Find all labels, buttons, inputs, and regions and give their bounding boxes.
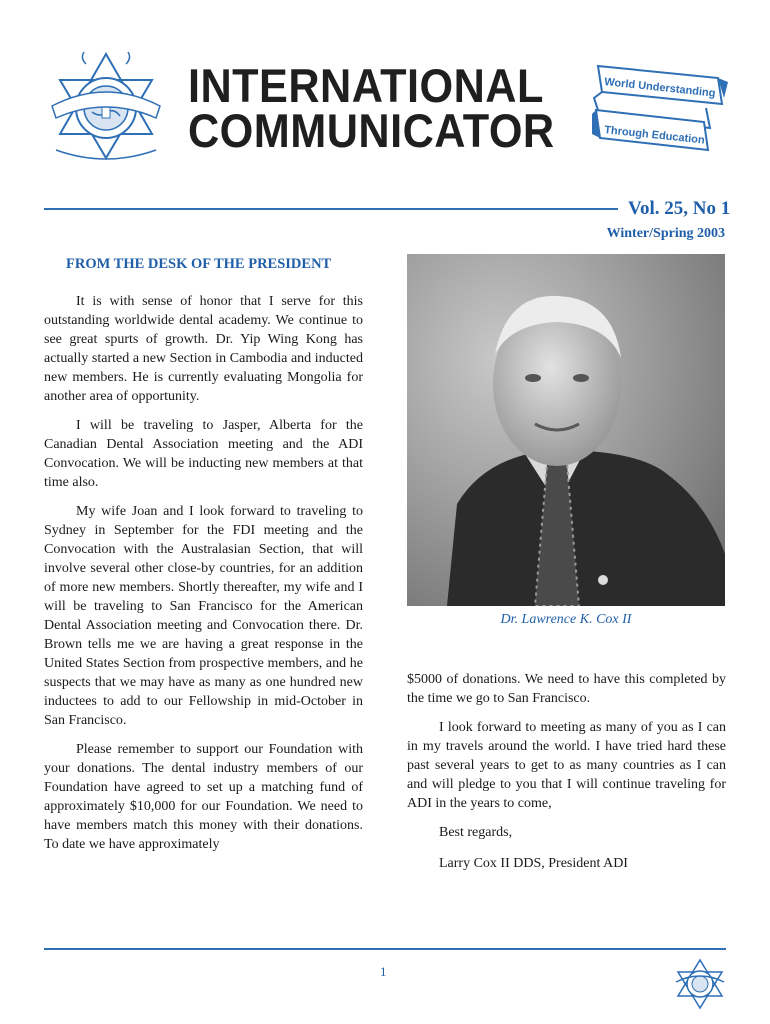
title-line-1: INTERNATIONAL xyxy=(188,59,544,112)
masthead-title xyxy=(188,59,588,157)
right-column xyxy=(407,670,726,885)
article-heading: FROM THE DESK OF THE PRESIDENT xyxy=(66,256,332,272)
paragraph: I will be traveling to Jasper, Alberta for the Canadian Dental Association meeting and the ADI Convocation. We will be inducting new members at that time also. xyxy=(44,418,363,490)
ribbon-text-1: World Understanding xyxy=(603,76,716,100)
paragraph: My wife Joan and I look forward to traveling to Sydney in September for the FDI meeting and the Convocation with the Australasian Section, that will involve several other close-by countries, for an addition of more new members. Shortly thereafter, my wife and I will be traveling to San Francisco for the American Dental Association meeting and Convocation there. Dr. Brown tells me we are having a great response in the United States Section from prospective members, and he suspects that we may have as many as one hundred new inductees to add to our Fellowship in mid-October in San Francisco. xyxy=(44,504,363,728)
bottom-rule xyxy=(44,948,726,950)
closing: Best regards, xyxy=(439,825,513,840)
paragraph: I look forward to meeting as many of you as I can in my travels around the world. I have tried hard these past several years to get to as many countries as I can and will pledge to you that I will continue traveling for ADI in the years to come, xyxy=(407,720,726,811)
top-rule xyxy=(44,208,618,210)
volume-number: Vol. 25, No 1 xyxy=(628,198,731,219)
page-number: 1 xyxy=(380,964,387,979)
motto-ribbon xyxy=(590,58,730,158)
academy-seal-small-icon xyxy=(674,958,726,1010)
academy-seal-icon xyxy=(46,50,166,168)
photo-caption: Dr. Lawrence K. Cox II xyxy=(500,612,632,627)
president-photo xyxy=(407,254,725,606)
left-column xyxy=(44,292,363,864)
portrait-image xyxy=(407,254,725,606)
issue-season: Winter/Spring 2003 xyxy=(606,226,725,241)
signature: Larry Cox II DDS, President ADI xyxy=(439,856,628,871)
ribbon-text-2: Through Education xyxy=(603,124,706,147)
paragraph: Please remember to support our Foundation with your donations. The dental industry members of our Foundation have agreed to set up a matching fund of approximately $10,000 for our Foundation. We need to have members match this money with their donations. To date we have approximately xyxy=(44,742,363,852)
title-line-2: COMMUNICATOR xyxy=(188,104,555,157)
paragraph: $5000 of donations. We need to have this completed by the time we go to San Francisco. xyxy=(407,672,726,706)
paragraph: It is with sense of honor that I serve for this outstanding worldwide dental academy. We continue to see great spurts of growth. Dr. Yip Wing Kong has actually started a new Section in Cambodia and inducted new members. He is currently evaluating Mongolia for another area of opportunity. xyxy=(44,294,363,404)
